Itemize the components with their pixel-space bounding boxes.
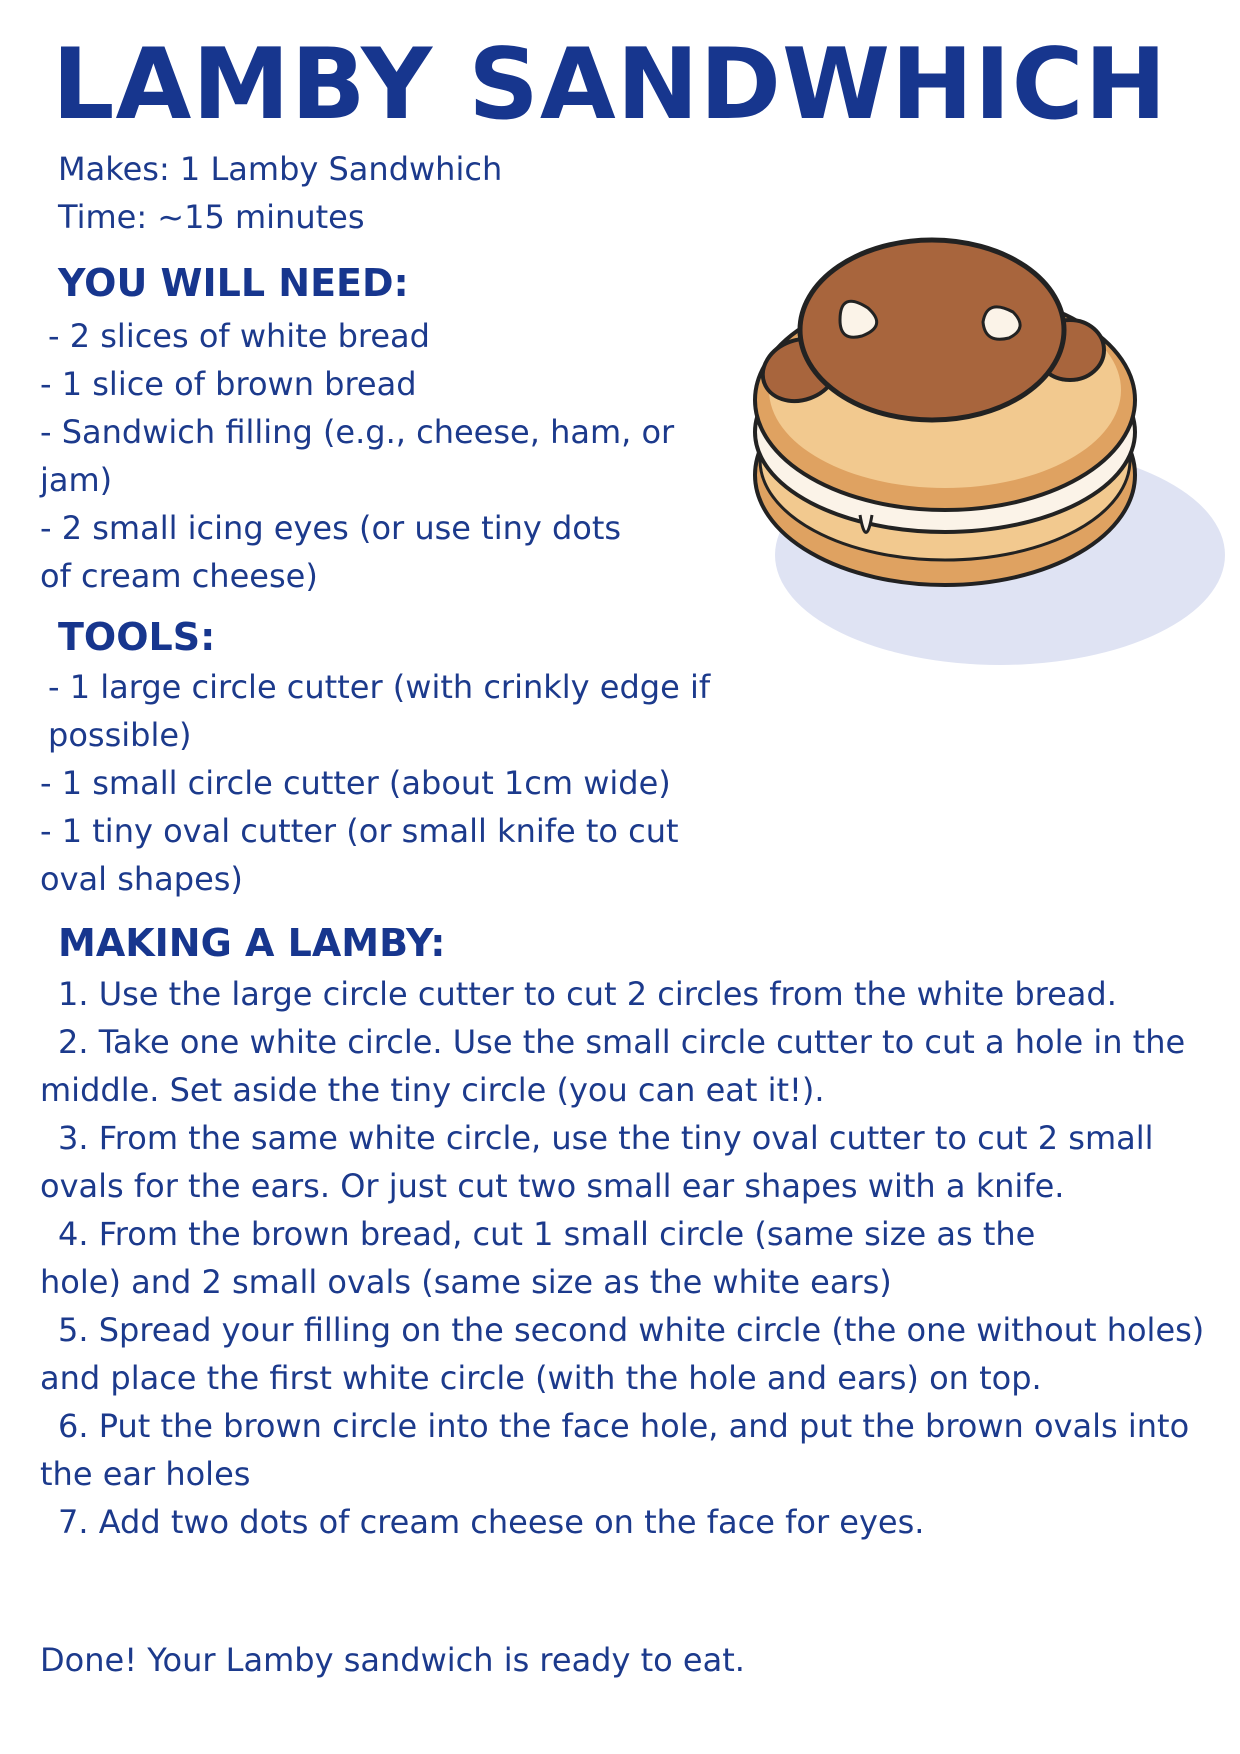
method-step: 3. From the same white circle, use the tiny oval cutter to cut 2 small ovals for the ears. Or just cut two small ear shapes with a knife. bbox=[40, 1119, 1154, 1205]
ingredient-item: - 2 slices of white bread bbox=[48, 317, 430, 355]
method-step: 1. Use the large circle cutter to cut 2 circles from the white bread. bbox=[58, 975, 1117, 1013]
tools-heading: TOOLS: bbox=[58, 615, 216, 659]
ingredients-list bbox=[40, 312, 680, 600]
tool-item: - 1 tiny oval cutter (or small knife to cut oval shapes) bbox=[40, 812, 679, 898]
right-eye bbox=[983, 307, 1020, 339]
done-message: Done! Your Lamby sandwich is ready to eat. bbox=[40, 1641, 745, 1679]
ingredient-item: - Sandwich filling (e.g., cheese, ham, or jam) bbox=[40, 413, 675, 499]
ingredients-heading: YOU WILL NEED: bbox=[58, 261, 409, 305]
ingredient-item: - 1 slice of brown bread bbox=[40, 365, 417, 403]
method-step: 5. Spread your filling on the second white circle (the one without holes) and place the first white circle (with the hole and ears) on top. bbox=[40, 1311, 1205, 1397]
method-steps bbox=[40, 970, 1220, 1546]
tool-item: - 1 large circle cutter (with crinkly edge if possible) bbox=[48, 668, 711, 754]
ingredient-item: - 2 small icing eyes (or use tiny dots of cream cheese) bbox=[40, 509, 622, 595]
lamb-face bbox=[800, 240, 1064, 420]
lamby-sandwich-illustration bbox=[740, 210, 1230, 670]
method-step: 4. From the brown bread, cut 1 small circle (same size as the hole) and 2 small ovals (same size as the white ears) bbox=[40, 1215, 1036, 1301]
method-step: 6. Put the brown circle into the face hole, and put the brown ovals into the ear holes bbox=[40, 1407, 1190, 1493]
tools-list bbox=[40, 663, 760, 903]
tool-item: - 1 small circle cutter (about 1cm wide) bbox=[40, 764, 671, 802]
recipe-meta bbox=[58, 145, 502, 241]
makes-line: Makes: 1 Lamby Sandwhich bbox=[58, 150, 503, 188]
recipe-title: LAMBY SANDWHICH bbox=[52, 28, 1168, 142]
method-step: 2. Take one white circle. Use the small circle cutter to cut a hole in the middle. Set aside the tiny circle (you can eat it!). bbox=[40, 1023, 1186, 1109]
method-step: 7. Add two dots of cream cheese on the face for eyes. bbox=[58, 1503, 925, 1541]
method-heading: MAKING A LAMBY: bbox=[58, 921, 446, 965]
time-line: Time: ~15 minutes bbox=[58, 198, 365, 236]
